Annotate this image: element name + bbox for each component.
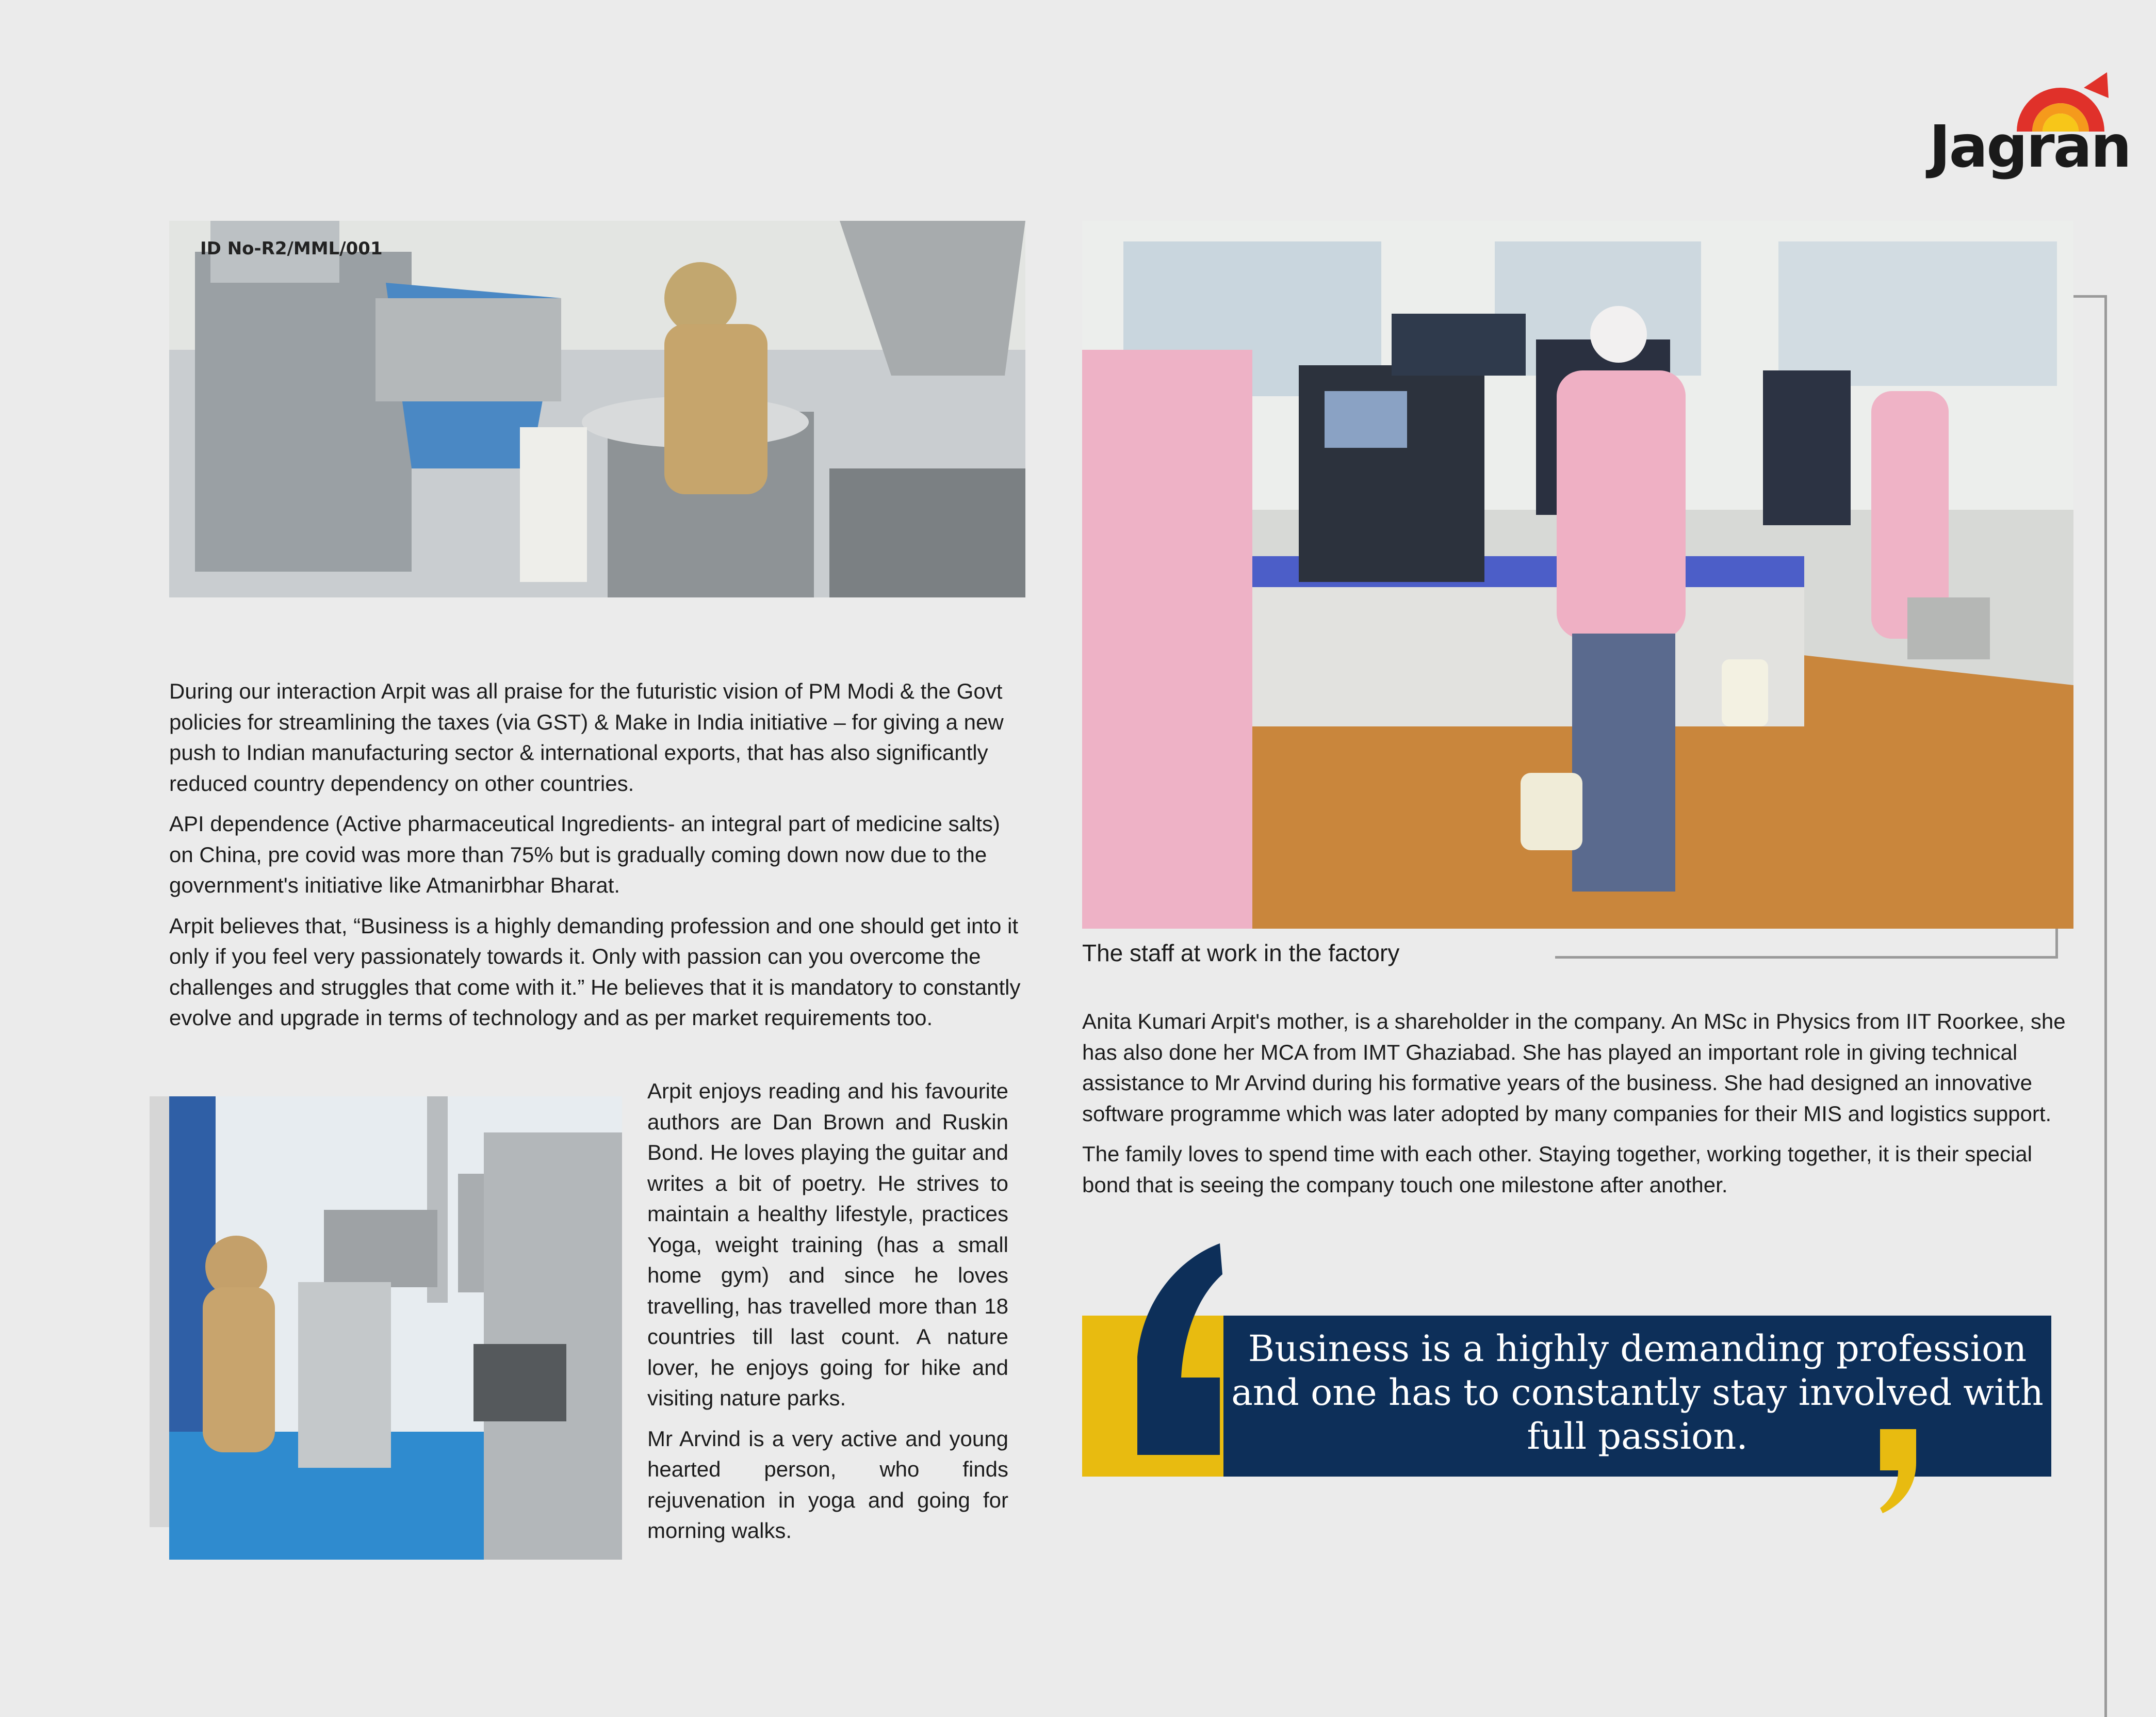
logo-wordmark: Jagran — [1929, 114, 2130, 181]
middle-column-text — [647, 1076, 1008, 1556]
paragraph-business-belief: Arpit believes that, “Business is a highly demanding profession and one should get into it only if you feel very passionately towards it. Only with passion can you overcome the challenges and struggles that come with it.” He believes that it is mandatory to constantly evolve and upgrade in terms of technology and as per market requirements too. — [169, 913, 1021, 1030]
paragraph-mr-arvind: Mr Arvind is a very active and young hearted person, who finds rejuvenation in yoga and going for morning walks. — [647, 1426, 1008, 1543]
machine-id-label: ID No-R2/MML/001 — [200, 238, 383, 259]
cleanroom-worker-photo — [169, 1096, 622, 1560]
lab-staff-photo — [1082, 221, 2073, 929]
frame-line-top — [2068, 295, 2107, 298]
jagran-logo — [1929, 67, 2130, 181]
paragraph-anita-kumari: Anita Kumari Arpit's mother, is a shareholder in the company. An MSc in Physics from IIT Roorkee, she has also done her MCA from IMT Ghaziabad. She has played an important role in giving technical assistance to Mr Arvind during his formative years of the business. She had designed an innovative software programme which was later adopted by many companies for their MIS and logistics support. — [1082, 1009, 2066, 1126]
paragraph-family-bond: The family loves to spend time with each other. Staying together, working together, it is their special bond that is seeing the company touch one milestone after another. — [1082, 1142, 2032, 1197]
photo-shadow-block — [150, 1096, 170, 1527]
frame-line-caption — [1555, 956, 2058, 959]
paragraph-policy-praise: During our interaction Arpit was all praise for the futuristic vision of PM Modi & the Govt policies for streamlining the taxes (via GST) & Make in India initiative – for giving a new push to Indian manufacturing sector & international exports, that has also significantly reduced country dependency on other countries. — [169, 679, 1004, 796]
frame-line-vertical — [2104, 295, 2107, 1717]
left-column-text — [169, 676, 1028, 1043]
paragraph-arpit-hobbies: Arpit enjoys reading and his favourite authors are Dan Brown and Ruskin Bond. He loves playing the guitar and writes a bit of poetry. He strives to maintain a healthy lifestyle, practices Yoga, weight training (has a small home gym) and since he loves travelling, has travelled more than 18 countries till last count. A nature lover, he enjoys going for hike and visiting nature parks. — [647, 1079, 1008, 1410]
paragraph-api-dependence: API dependence (Active pharmaceutical Ingredients- an integral part of medicine salts) on China, pre covid was more than 75% but is gradually coming down now due to the government's initiative like Atmanirbhar Bharat. — [169, 812, 1000, 897]
factory-machinery-photo — [169, 221, 1025, 597]
open-quote-icon — [1132, 1238, 1225, 1465]
frame-line-caption-tick — [2055, 929, 2058, 959]
pull-quote-text: Business is a highly demanding profession and one has to constantly stay involved with full passion. — [1231, 1327, 2044, 1457]
right-column-text — [1082, 1006, 2080, 1210]
photo-caption: The staff at work in the factory — [1082, 940, 1400, 966]
